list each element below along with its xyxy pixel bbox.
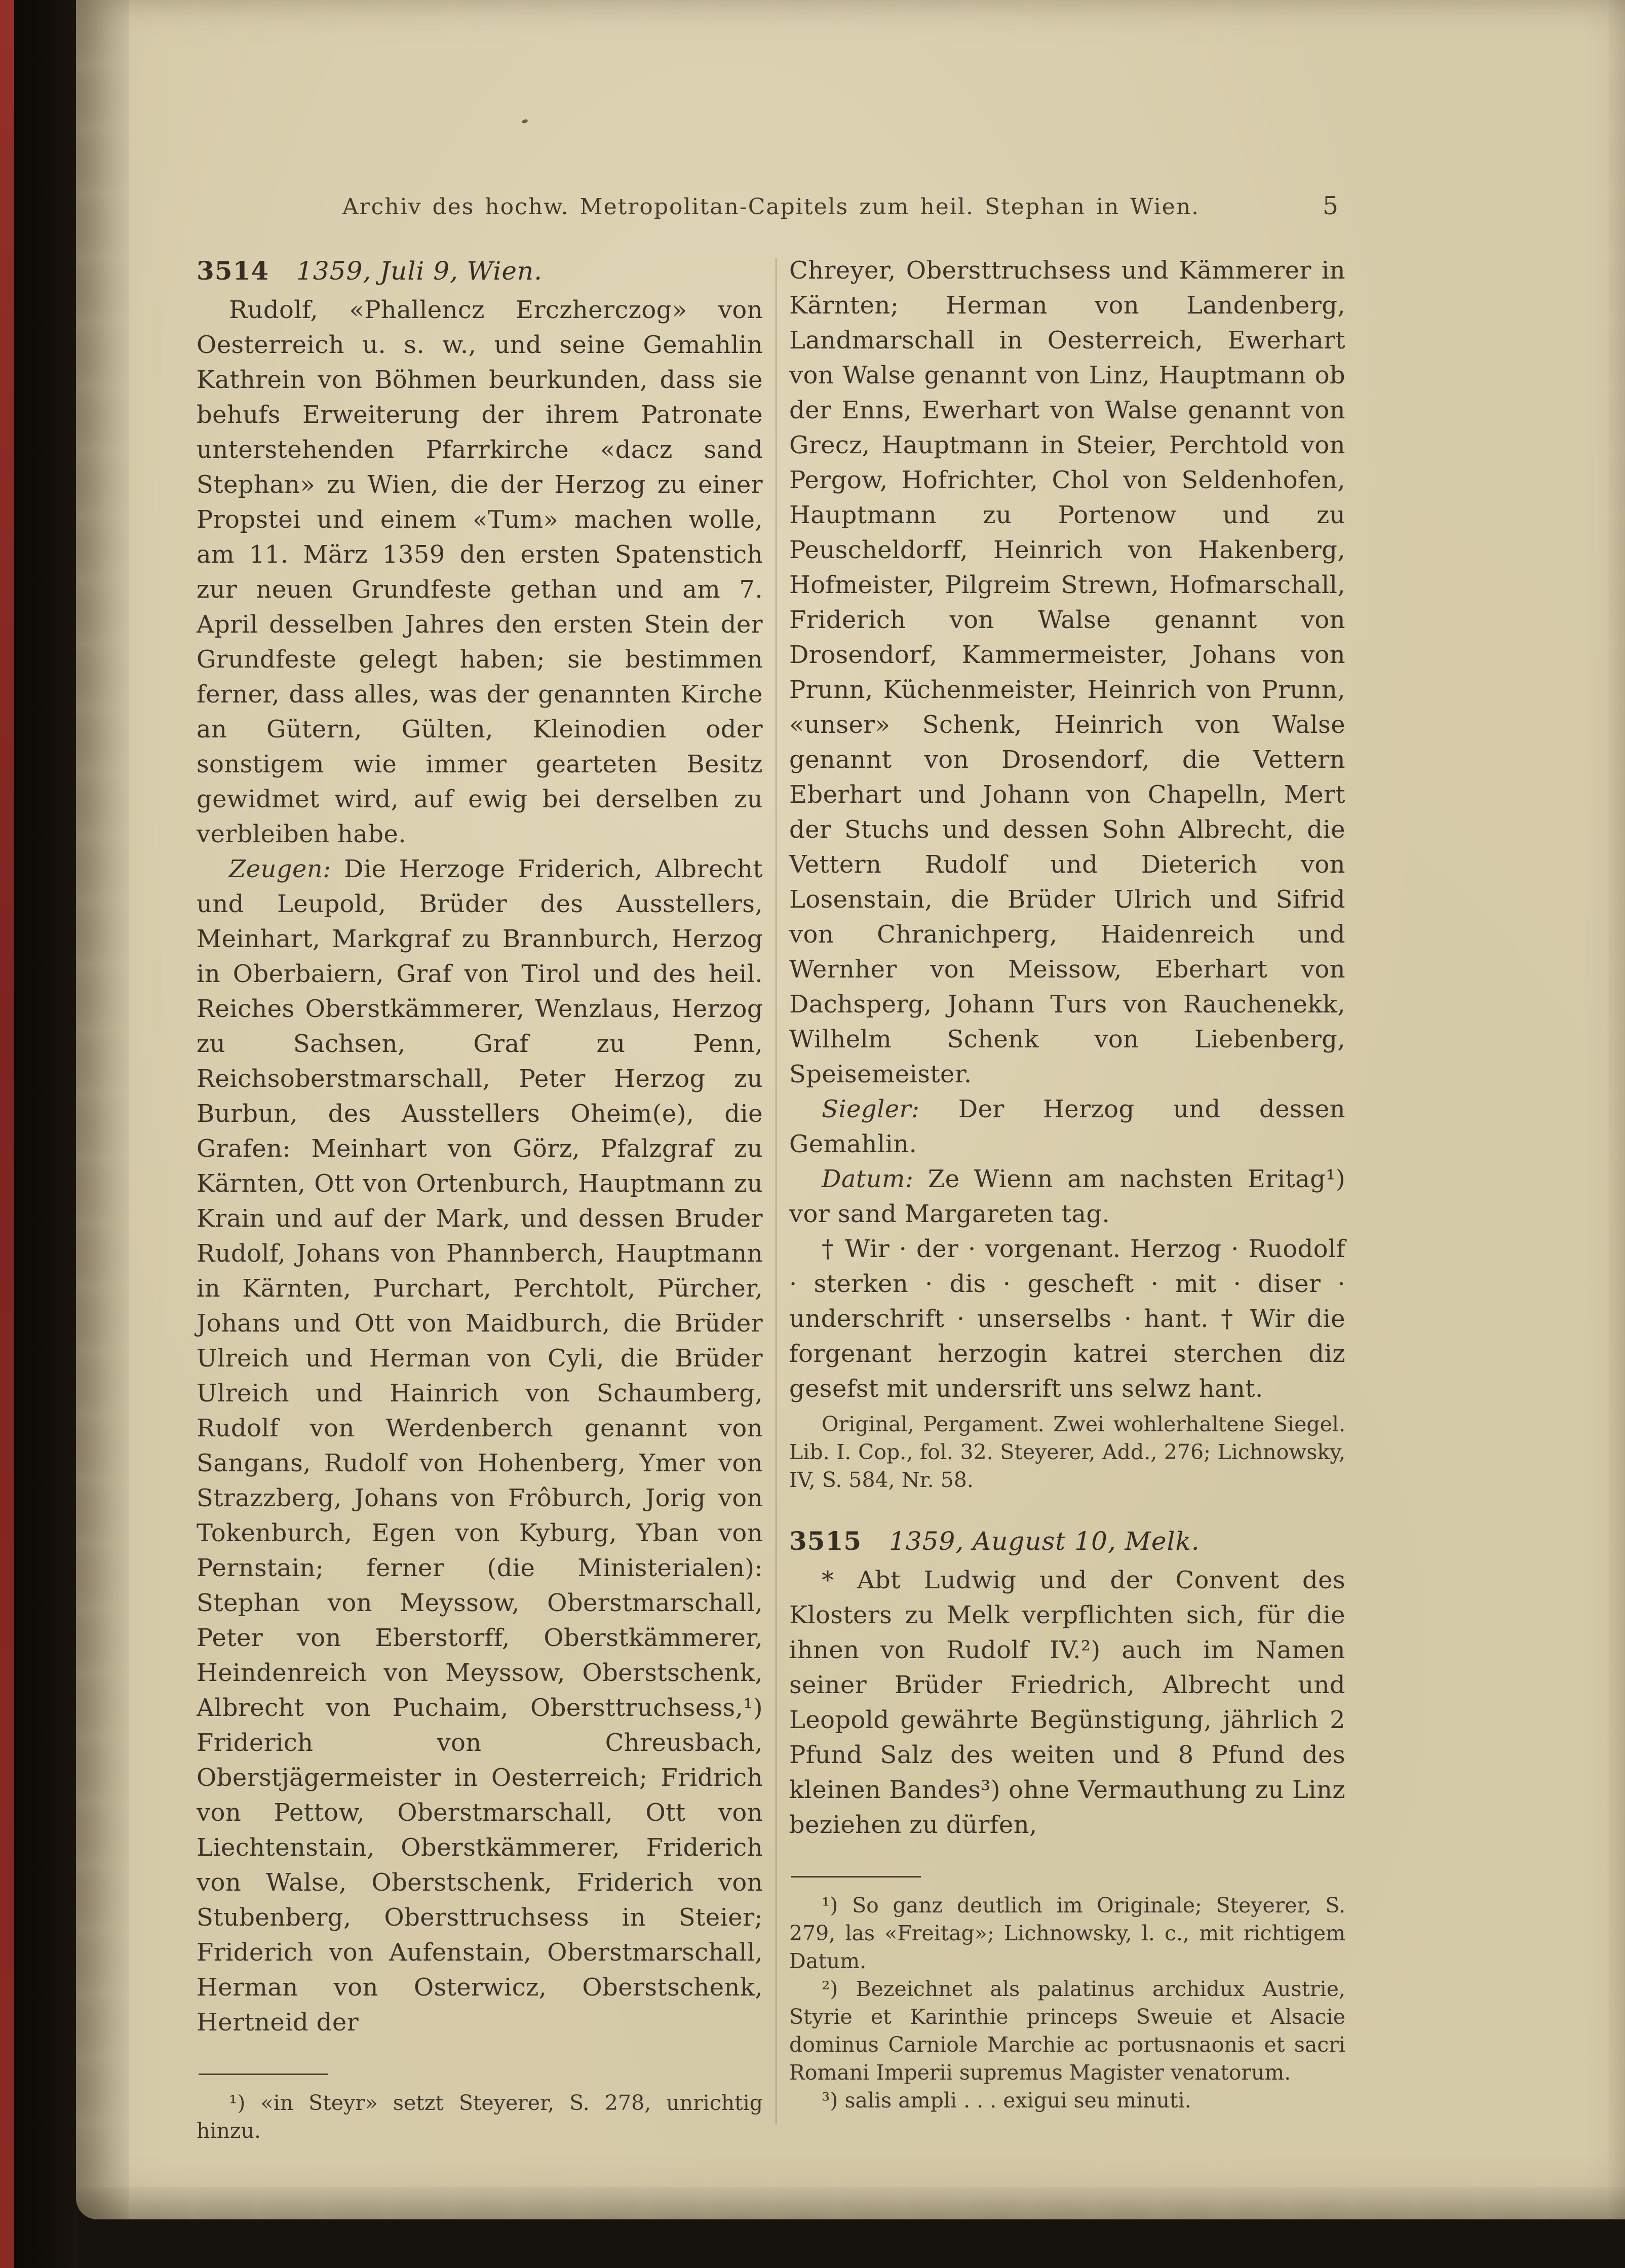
entry-3515-heading [789, 1523, 1345, 1559]
entry-3515-regest: * Abt Ludwig und der Convent des Klosters zu Melk verpflichten sich, für die ihnen von Rudolf IV.²) auch im Namen seiner Brüder Friedrich, Albrecht und Leopold gewährte Begünstigung, jährlich 2 Pfund Salz des weiten und 8 Pfund des kleinen Bandes³) ohne Vermauthung zu Linz beziehen zu dürfen, [789, 1566, 1345, 1839]
scan-gutter-shadow [14, 0, 78, 2268]
siegler-label: Siegler: [822, 1095, 920, 1123]
datum-label: Datum: [822, 1165, 914, 1193]
entry-3514-siegler [789, 1092, 1345, 1162]
siegler-text: Der Herzog und dessen Gemahlin. [789, 1095, 1345, 1158]
left-column [197, 253, 763, 2145]
column-gap [763, 253, 789, 2145]
entry-3514-regest: Rudolf, «Phallencz Erczherczog» von Oesterreich u. s. w., und seine Gemahlin Kathrein von Böhmen beurkunden, dass sie behufs Erweiterung der ihrem Patronate unterstehenden Pfarrkirche «dacz sand Stephan» zu Wien, die der Herzog zu einer Propstei und einem «Tum» machen wolle, am 11. März 1359 den ersten Spatenstich zur neuen Grundfeste gethan und am 7. April desselben Jahres den ersten Stein der Grundfeste gelegt haben; sie bestimmen ferner, dass alles, was der genannten Kirche an Gütern, Gülten, Kleinodien oder sonstigem wie immer gearteten Besitz gewidmet wird, auf ewig bei derselben zu verbleiben habe. [197, 296, 763, 848]
entry-3515-number: 3515 [789, 1526, 862, 1556]
book-page [76, 0, 1625, 2219]
footnote-right-1: ¹) So ganz deutlich im Originale; Steyerer, S. 279, las «Freitag»; Lichnowsky, l. c., mit richtigem Datum. [789, 1893, 1345, 1973]
entry-3514-witnesses [197, 852, 763, 2040]
witnesses-label: Zeugen: [229, 855, 331, 883]
footnote-separator-right [791, 1876, 921, 1878]
footnote-left-1: ¹) «in Steyr» setzt Steyerer, S. 278, unrichtig hinzu. [197, 2091, 763, 2143]
footnote-right-3: ³) salis ampli . . . exigui seu minuti. [822, 2088, 1191, 2113]
entry-3514-datum [789, 1162, 1345, 1232]
footnote-right-2: ²) Bezeichnet als palatinus archidux Austrie, Styrie et Karinthie princeps Sweuie et Alsacie dominus Carniole Marchie ac portusnaonis et sacri Romani Imperii supremus Magister venatorum. [789, 1977, 1345, 2085]
entry-3514-heading [197, 253, 763, 289]
page-content [197, 0, 1345, 2145]
text-columns [197, 253, 1345, 2145]
footnote-separator-left [199, 2074, 328, 2075]
column-divider-rule [776, 258, 777, 2125]
entry-3514-date: 1359, Juli 9, Wien. [296, 256, 543, 286]
red-binding-strip [0, 0, 14, 2268]
entry-3514-number: 3514 [197, 256, 269, 286]
running-head-title: Archiv des hochw. Metropolitan-Capitels zum heil. Stephan in Wien. [342, 194, 1200, 220]
entry-3514-provenance: Original, Pergament. Zwei wohlerhaltene Siegel. Lib. I. Cop., fol. 32. Steyerer, Add., 276; Lichnowsky, IV, S. 584, Nr. 58. [789, 1412, 1345, 1492]
datum-text: Ze Wienn am nachsten Eritag¹) vor sand Margareten tag. [789, 1165, 1345, 1228]
running-head [197, 193, 1345, 221]
right-column [789, 253, 1345, 2145]
entry-3515-date: 1359, August 10, Melk. [889, 1527, 1200, 1556]
page-number: 5 [1322, 191, 1338, 220]
entry-3514-subscription: † Wir · der · vorgenant. Herzog · Ruodolf · sterken · dis · gescheft · mit · diser · underschrift · unserselbs · hant. † Wir die forgenant herzogin katrei sterchen diz gesefst mit undersrift uns selwz hant. [789, 1235, 1345, 1403]
witnesses-text: Die Herzoge Friderich, Albrecht und Leupold, Brüder des Ausstellers, Meinhart, Markgraf zu Brannburch, Herzog in Oberbaiern, Graf von Tirol und des heil. Reiches Oberstkämmerer, Wenzlaus, Herzog zu Sachsen, Graf zu Penn, Reichsoberstmarschall, Peter Herzog zu Burbun, des Ausstellers Oheim(e), die Grafen: Meinhart von Görz, Pfalzgraf zu Kärnten, Ott von Ortenburch, Hauptmann zu Krain und auf der Mark, und dessen Bruder Rudolf, Johans von Phannberch, Hauptmann in Kärnten, Purchart, Perchtolt, Pürcher, Johans und Ott von Maidburch, die Brüder Ulreich und Herman von Cyli, die Brüder Ulreich und Hainrich von Schaumberg, Rudolf von Werdenberch genannt von Sangans, Rudolf von Hohenberg, Ymer von Strazzberg, Johans von Frôburch, Jorig von Tokenburch, Egen von Kyburg, Yban von Pernstain; ferner (die Ministerialen): Stephan von Meyssow, Oberstmarschall, Peter von Eberstorff, Oberstkämmerer, Heindenreich von Meyssow, Oberstschenk, Albrecht von Puchaim, Obersttruchsess,¹) Friderich von Chreusbach, Oberstjägermeister in Oesterreich; Fridrich von Pettow, Oberstmarschall, Ott von Liechtenstain, Oberstkämmerer, Friderich von Walse, Oberstschenk, Friderich von Stubenberg, Obersttruchsess in Steier; Friderich von Aufenstain, Oberstmarschall, Herman von Osterwicz, Oberstschenk, Hertneid der [197, 855, 763, 2037]
entry-3514-witnesses-continued: Chreyer, Obersttruchsess und Kämmerer in Kärnten; Herman von Landenberg, Landmarschall in Oesterreich, Ewerhart von Walse genannt von Linz, Hauptmann ob der Enns, Ewerhart von Walse genannt von Grecz, Hauptmann in Steier, Perchtold von Pergow, Hofrichter, Chol von Seldenhofen, Hauptmann zu Portenow und zu Peuscheldorff, Heinrich von Hakenberg, Hofmeister, Pilgreim Strewn, Hofmarschall, Friderich von Walse genannt von Drosendorf, Kammermeister, Johans von Prunn, Küchenmeister, Heinrich von Prunn, «unser» Schenk, Heinrich von Walse genannt von Drosendorf, die Vettern Eberhart und Johann von Chapelln, Mert der Stuchs und dessen Sohn Albrecht, die Vettern Rudolf und Dieterich von Losenstain, die Brüder Ulrich und Sifrid von Chranichperg, Haidenreich und Wernher von Meissow, Eberhart von Dachsperg, Johann Turs von Rauchenekk, Wilhelm Schenk von Liebenberg, Speisemeister. [789, 256, 1345, 1088]
